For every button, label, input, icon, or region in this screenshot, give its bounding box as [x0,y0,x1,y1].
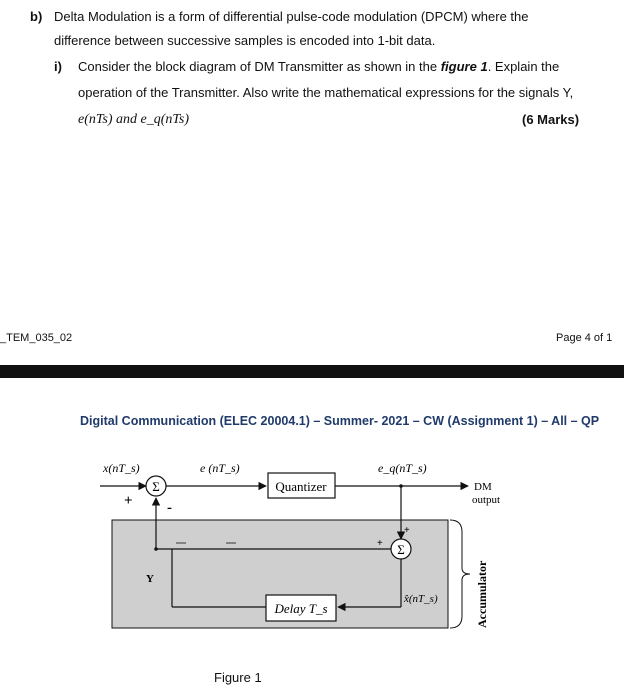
page-number: Page 4 of 1 [556,332,613,344]
question-i-line1-pre: Consider the block diagram of DM Transmitter as shown in the [78,59,441,74]
accumulator-label: Accumulator [475,560,489,628]
minus-sign-1: - [167,500,172,516]
dm-output-label-2: output [472,494,501,506]
dm-output-label-1: DM [474,481,492,493]
error-signal-label: e (nT_s) [200,461,240,475]
feedback-junction [154,547,158,551]
plus-sign-2: + [404,525,410,536]
y-signal-label: Y [146,573,154,585]
plus-sign-3: + [377,538,383,549]
summer-sigma-2: Σ [397,542,405,557]
dm-transmitter-diagram [0,450,624,700]
delay-label: Delay T_s [274,601,328,616]
marks-label: (6 Marks) [522,112,580,127]
question-b-label: b) [30,9,43,24]
input-signal-label: x(nT_s) [103,461,140,475]
question-i-label: i) [54,59,62,74]
question-b-line2: difference between successive samples is encoded into 1-bit data. [54,33,436,48]
question-i-figure-ref: figure 1 [440,59,488,74]
question-i-line1 [78,56,559,78]
plus-sign-1: + [124,493,133,509]
quantized-error-label: e_q(nT_s) [378,461,427,475]
question-i-line2: operation of the Transmitter. Also write the mathematical expressions for the signals Y, [78,85,574,100]
course-title: Digital Communication (ELEC 20004.1) – Summer- 2021 – CW (Assignment 1) – All – QP [80,414,600,428]
question-i-line1-post: . Explain the [487,59,560,74]
summer-sigma-1: Σ [152,479,160,494]
accumulator-brace [450,520,470,628]
page-separator-bar [0,365,624,378]
quantizer-label: Quantizer [275,479,327,494]
question-b-line1: Delta Modulation is a form of differential pulse-code modulation (DPCM) where the [54,9,529,24]
doc-code: _TEM_035_02 [0,332,73,344]
reconstructed-signal-label: x̂(nT_s) [404,593,438,605]
question-i-line3: e(nTs) and e_q(nTs) [78,112,189,127]
figure-caption: Figure 1 [214,670,262,685]
